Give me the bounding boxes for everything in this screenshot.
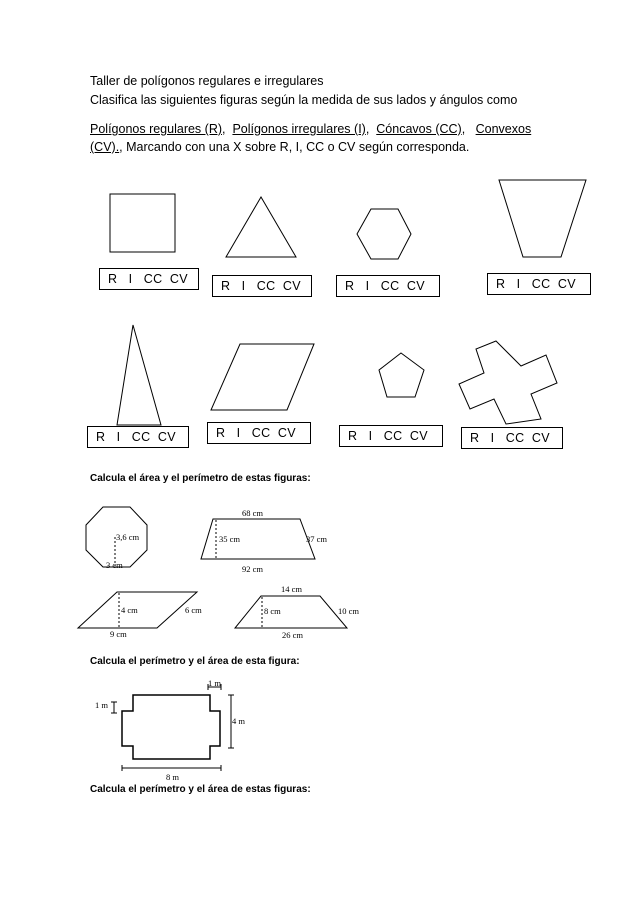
composite-figure-shape (122, 695, 220, 759)
triangle-shape (226, 197, 296, 257)
trapezoid1-side-label: 37 cm (306, 534, 328, 544)
isosceles-triangle-shape (117, 325, 161, 425)
section3-heading: Calcula el perímetro y el área de estas figuras: (90, 784, 311, 795)
hexagon-shape (357, 209, 411, 259)
convexos-term: Convexos (475, 122, 532, 136)
fig-height-label: 4 m (232, 716, 245, 726)
trapezoid1-base-label: 92 cm (242, 564, 264, 574)
octagon-side-label: 3 cm (106, 560, 123, 570)
trapezoid-shape (499, 180, 586, 257)
page-title: Taller de polígonos regulares e irregulares (90, 74, 324, 88)
instruction-line-1: Clasifica las siguientes figuras según la medida de sus lados y ángulos como (90, 93, 518, 107)
classification-box-trapezoid[interactable]: R I CC CV (487, 273, 591, 295)
parallelogram-height-label: 4 cm (121, 605, 138, 615)
trapezoid1-top-label: 68 cm (242, 508, 264, 518)
classification-box-isosceles[interactable]: R I CC CV (87, 426, 189, 448)
classification-box-hexagon[interactable]: R I CC CV (336, 275, 440, 297)
trapezoid1-height-label: 35 cm (219, 534, 241, 544)
irregulares-term: Polígonos irregulares (I) (232, 122, 366, 136)
section2-heading: Calcula el perímetro y el área de esta figura: (90, 656, 300, 667)
cross-concave-shape (459, 341, 557, 424)
square-shape (110, 194, 175, 252)
instruction-rest: , Marcando con una X sobre R, I, CC o CV según corresponda. (119, 140, 470, 154)
fig-top-label: 1 m (208, 678, 221, 688)
trapezoid2-height-label: 8 cm (264, 606, 281, 616)
trapezoid2-side-label: 10 cm (338, 606, 360, 616)
parallelogram-side-label: 6 cm (185, 605, 202, 615)
rhombus-shape (211, 344, 314, 410)
concavos-term: Cóncavos (CC) (376, 122, 462, 136)
section1-heading: Calcula el área y el perímetro de estas figuras: (90, 473, 311, 484)
fig-left-label: 1 m (95, 700, 108, 710)
classification-box-pentagon[interactable]: R I CC CV (339, 425, 443, 447)
trapezoid2-shape (235, 596, 347, 628)
parallelogram-base-label: 9 cm (110, 629, 127, 639)
pentagon-shape (379, 353, 424, 397)
fig-width-label: 8 m (166, 772, 179, 782)
trapezoid2-base-label: 26 cm (282, 630, 304, 640)
instruction-line-2: Polígonos regulares (R), Polígonos irregulares (I), Cóncavos (CC), Convexos (90, 122, 532, 136)
regulares-term: Polígonos regulares (R) (90, 122, 223, 136)
trapezoid2-top-label: 14 cm (281, 584, 303, 594)
convexos-abbr: (CV). (90, 140, 120, 154)
classification-box-square[interactable]: R I CC CV (99, 268, 199, 290)
classification-box-rhombus[interactable]: R I CC CV (207, 422, 311, 444)
octagon-apothem-label: 3,6 cm (116, 532, 140, 542)
classification-box-cross[interactable]: R I CC CV (461, 427, 563, 449)
classification-box-triangle[interactable]: R I CC CV (212, 275, 312, 297)
